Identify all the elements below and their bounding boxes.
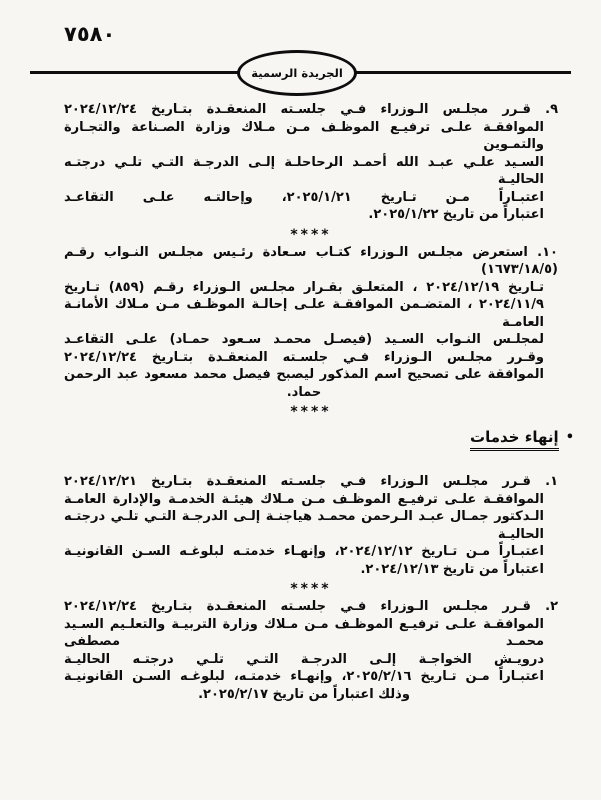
paragraph-line: ٢٠٢٤/١١/٩ ، المتضـمن الموافقـة علـى إحالـة الموظـف مـن مـلاك الأمانـة العامـة [64, 297, 544, 330]
paragraph-line: وقـرر مجلـس الـوزراء فـي جلسـته المنعقـدة بتـاريخ ٢٠٢٤/١٢/٢٤ [64, 349, 544, 365]
paragraph-line: اعتبـاراً مـن تـاريخ ٢٠٢٥/١/٢١، وإحالتـه علـى التقاعـد [64, 189, 544, 205]
paragraph-line: لمجلـس النـواب السـيد (فيصـل محمـد سـعود حمـاد) علـى التقاعـد [64, 332, 544, 347]
asterisk-separator: **** [290, 226, 332, 243]
page-number: ٧٥٨٠ [64, 22, 116, 46]
bullet-icon: • [565, 430, 574, 445]
gazette-title-ellipse [237, 50, 357, 96]
asterisk-separator: **** [290, 581, 332, 597]
paragraph-line: الموافقـة علـى ترفيـع الموظـف مـن مـلاك هيئـة الخدمـة والإدارة العامـة [64, 491, 544, 507]
paragraph-line: اعتباراً من تاريخ ٢٠٢٤/١٢/١٣. [360, 561, 544, 577]
section-heading [64, 427, 574, 451]
decision-item-9 [64, 101, 558, 224]
paragraph-line: الموافقـة علـى ترفيـع الموظـف مـن مـلاك وزارة التربيـة والتعلـيم السـيد محمـد مصطفى [64, 616, 544, 649]
paragraph-line: اعتبـاراً مـن تـاريخ ٢٠٢٥/٢/١٦، وإنهـاء خدمتـه، لبلوغـه السـن القانونيـة [64, 669, 544, 684]
paragraph-line: الـدكتور جمـال عبـد الـرحمن محمـد هياجنـة إلـى الدرجـة التـي تلـي درجتـه الحاليـة [64, 509, 544, 542]
document-body [64, 101, 574, 703]
paragraph-line: اعتبـاراً مـن تـاريخ ٢٠٢٤/١٢/١٢، وإنهـاء خدمتـه لبلوغـه السـن القانونيـة [64, 544, 544, 559]
paragraph-line: ١٠. استعرض مجلـس الـوزراء كتـاب سـعادة رئـيس مجلـس النـواب رقـم (١٦٧٣/١٨/٥) [64, 244, 558, 277]
paragraph-line: السـيد علـي عبـد الله أحمـد الرحاحلـة إلـى الدرجـة التـي تلـي درجتـه الحاليـة [64, 154, 544, 187]
section-title: إنهاء خدمات [470, 427, 559, 451]
paragraph-line: الموافقـة علـى ترفيـع الموظـف مـن مـلاك وزارة الصـناعة والتجـارة والتمـوين [64, 119, 544, 152]
paragraph-line: تـاريخ ٢٠٢٤/١٢/١٩ ، المتعلـق بقـرار مجلـس الـوزراء رقـم (٨٥٩) تـاريخ [64, 279, 544, 295]
paragraph-line: درويـش الخواجـة إلـى الدرجـة التـي تلـي درجتـه الحاليـة [64, 651, 544, 667]
decision-item-10 [64, 244, 558, 402]
termination-item-2 [64, 598, 558, 703]
paragraph-line: ٢. قـرر مجلـس الـوزراء فـي جلسـته المنعقـدة بتـاريخ ٢٠٢٤/١٢/٢٤ [64, 599, 558, 614]
asterisk-separator: **** [290, 404, 332, 420]
gazette-title: الجريدة الرسمية [251, 66, 343, 80]
paragraph-line: ١. قـرر مجلـس الـوزراء فـي جلسـته المنعقـدة بتـاريخ ٢٠٢٤/١٢/٢١ [64, 474, 558, 489]
paragraph-line: اعتباراً من تاريخ ٢٠٢٥/١/٢٢. [368, 207, 544, 222]
paragraph-line: الموافقة على تصحيح اسم المذكور ليصبح فيصل محمد مسعود عبد الرحمن حماد. [64, 367, 544, 400]
paragraph-line: وذلك اعتباراً من تاريخ ٢٠٢٥/٢/١٧. [198, 686, 410, 702]
paragraph-line: ٩. قـرر مجلـس الـوزراء فـي جلسـته المنعقـدة بتـاريخ ٢٠٢٤/١٢/٢٤ [64, 102, 558, 117]
termination-item-1 [64, 473, 558, 578]
